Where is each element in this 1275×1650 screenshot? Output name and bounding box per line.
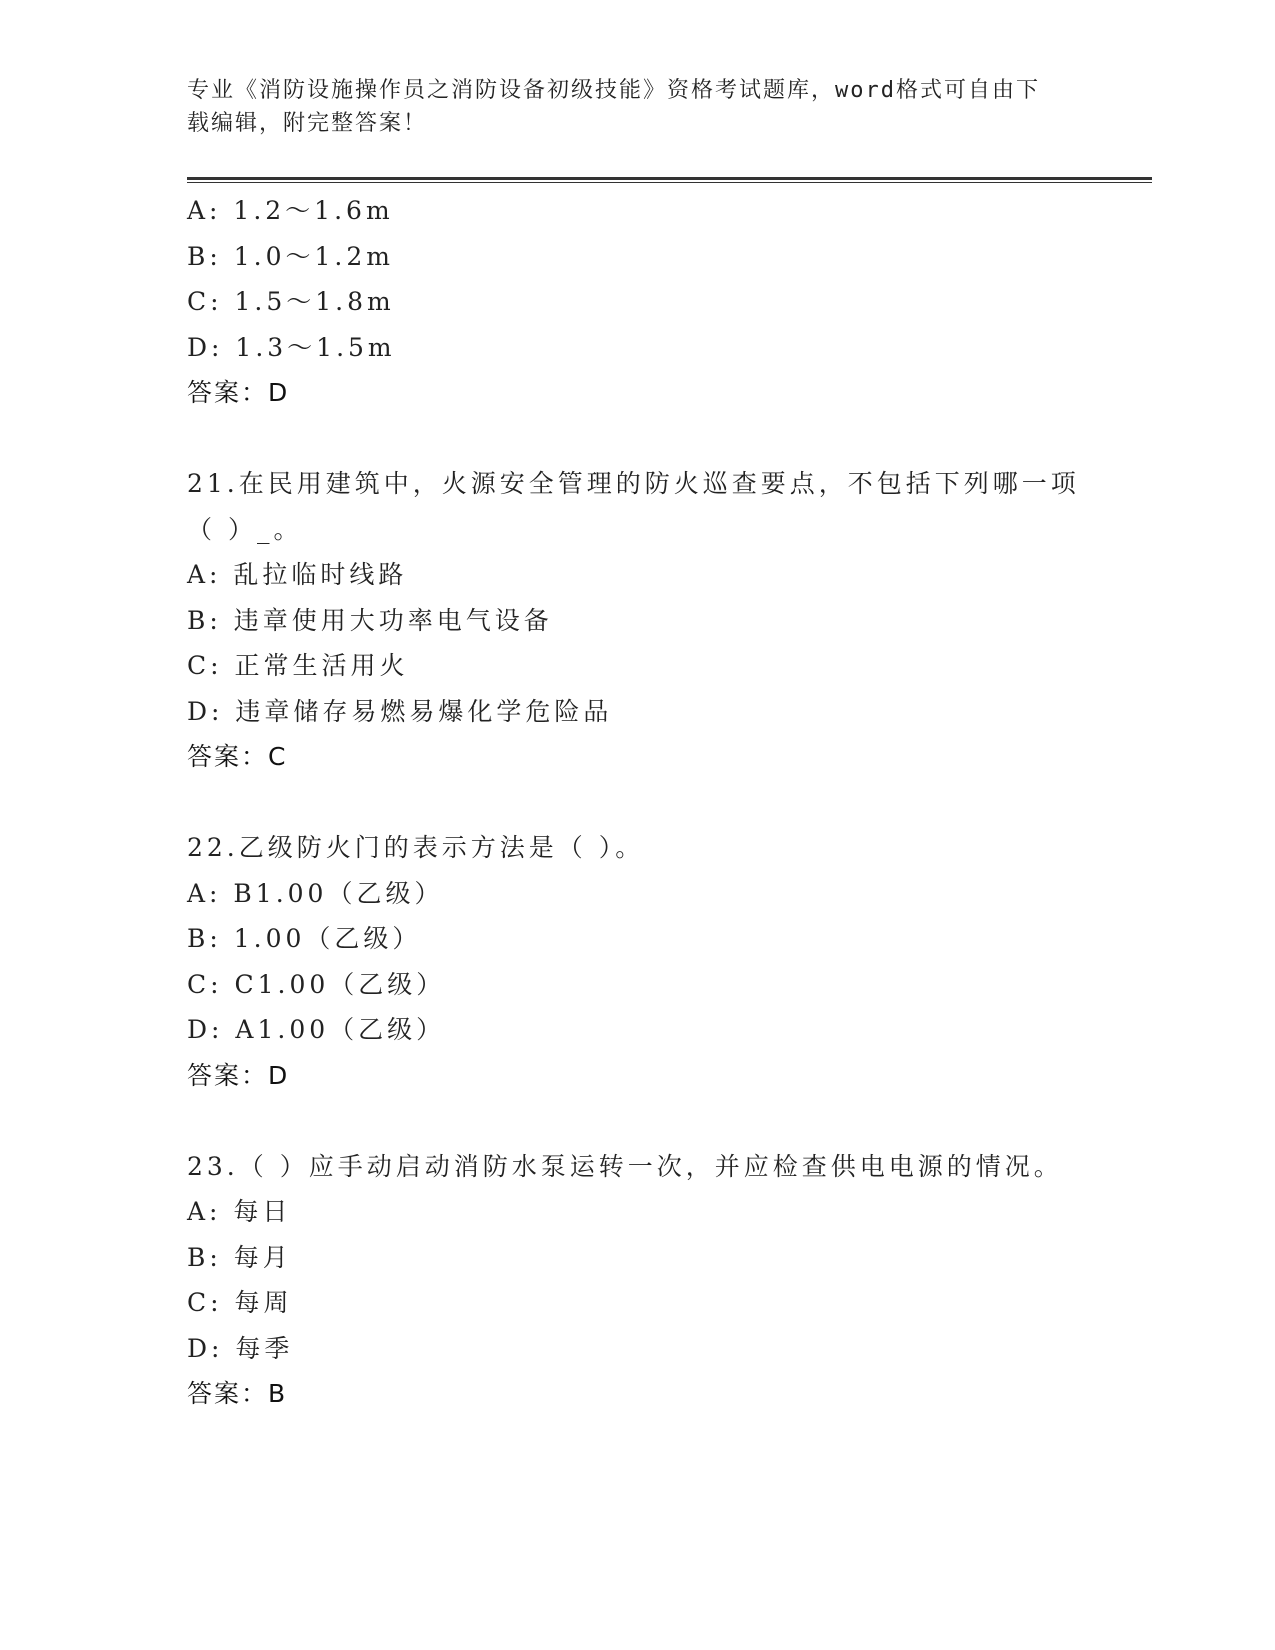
answer-line: 答案：D	[187, 378, 290, 407]
option-c: C: C1.00（乙级）	[187, 969, 446, 999]
document-header	[187, 74, 1067, 140]
option-b: B: 违章使用大功率电气设备	[187, 605, 553, 635]
answer-line: 答案：C	[187, 742, 288, 771]
question-stem: 22.乙级防火门的表示方法是（ ）。	[187, 833, 645, 862]
option-d: D: 1.3～1.5m	[187, 332, 396, 362]
option-d: D: 违章储存易燃易爆化学危险品	[187, 696, 613, 726]
question-block-22	[187, 825, 1087, 1098]
answer-line: 答案：D	[187, 1060, 290, 1090]
answer-line: 答案：B	[187, 1379, 288, 1408]
spacer	[187, 416, 1087, 462]
spacer	[187, 780, 1087, 826]
question-block-23	[187, 1144, 1087, 1417]
option-b: B: 每月	[187, 1242, 292, 1272]
option-a: A: B1.00（乙级）	[187, 878, 444, 908]
option-b: B: 1.00（乙级）	[187, 924, 422, 953]
option-a: A: 1.2～1.6m	[187, 196, 394, 225]
option-a: A: 乱拉临时线路	[187, 560, 408, 589]
question-block-prev	[187, 188, 1087, 416]
option-a: A: 每日	[187, 1197, 292, 1226]
question-list	[187, 188, 1087, 1417]
question-block-21	[187, 461, 1087, 780]
question-stem-continued: （ ）_。	[187, 514, 303, 544]
option-c: C: 正常生活用火	[187, 651, 409, 680]
option-b: B: 1.0～1.2m	[187, 241, 394, 271]
header-divider-thin	[187, 182, 1152, 183]
option-c: C: 每周	[187, 1288, 293, 1317]
header-divider-thick	[187, 177, 1152, 180]
spacer	[187, 1098, 1087, 1144]
header-line-2: 载编辑，附完整答案！	[187, 111, 428, 136]
option-c: C: 1.5～1.8m	[187, 287, 395, 316]
header-line-1: 专业《消防设施操作员之消防设备初级技能》资格考试题库，word格式可自由下	[187, 78, 1040, 103]
option-d: D: A1.00（乙级）	[187, 1015, 446, 1044]
question-stem: 23.（ ）应手动启动消防水泵运转一次，并应检查供电电源的情况。	[187, 1151, 1063, 1181]
option-d: D: 每季	[187, 1333, 294, 1363]
question-stem: 21.在民用建筑中，火源安全管理的防火巡查要点，不包括下列哪一项	[187, 469, 1080, 498]
